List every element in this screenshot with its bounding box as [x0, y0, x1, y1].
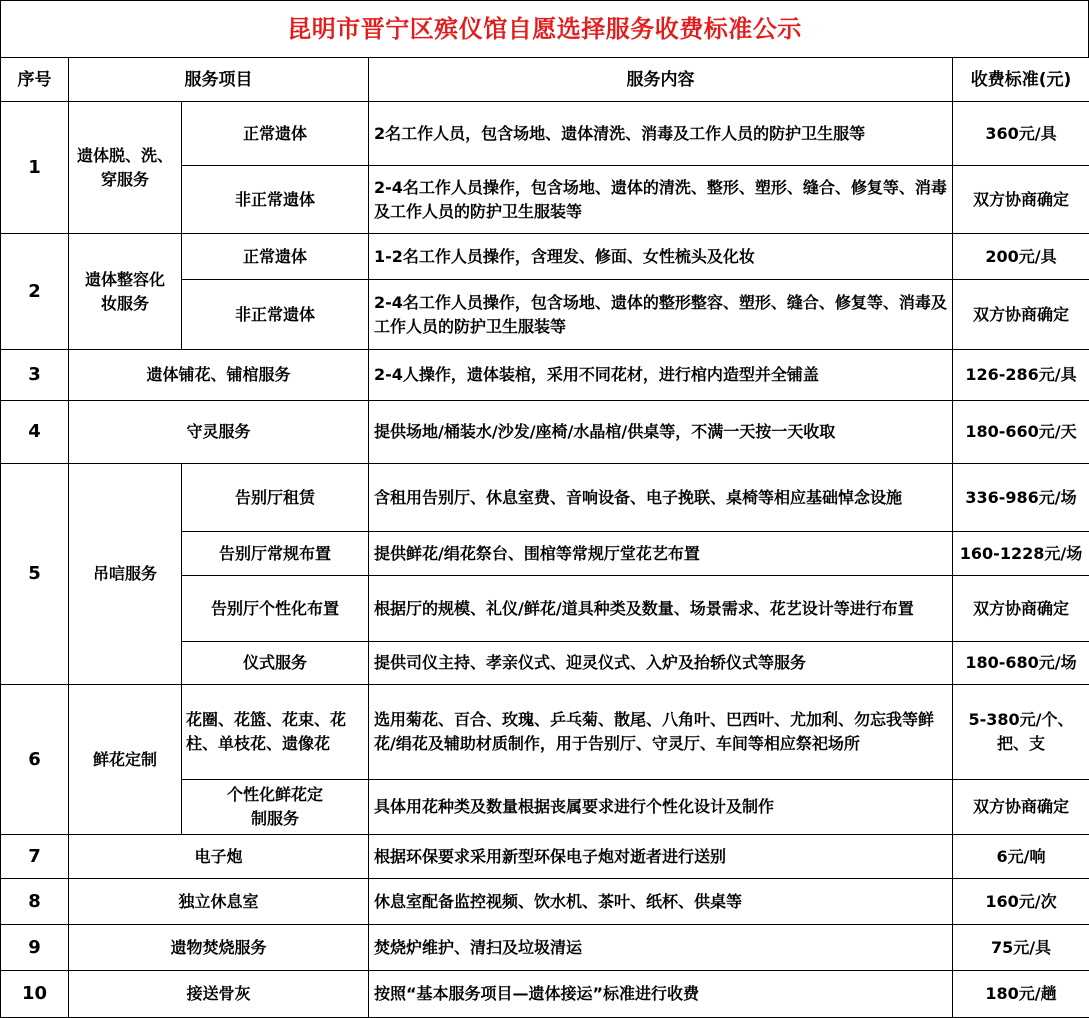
service-price: 双方协商确定	[953, 166, 1089, 234]
service-item: 守灵服务	[69, 401, 369, 464]
table-row	[1, 350, 1089, 401]
table-row	[1, 102, 1089, 166]
fee-table	[0, 57, 1089, 1018]
service-subitem: 非正常遗体	[182, 280, 369, 350]
table-row	[1, 464, 1089, 532]
service-content: 2-4人操作，遗体装棺，采用不同花材，进行棺内造型并全铺盖	[369, 350, 953, 401]
service-price: 180-680元/场	[953, 642, 1089, 685]
service-content: 提供司仪主持、孝亲仪式、迎灵仪式、入炉及抬轿仪式等服务	[369, 642, 953, 685]
row-number: 9	[1, 925, 69, 971]
service-content: 提供鲜花/绢花祭台、围棺等常规厅堂花艺布置	[369, 532, 953, 576]
service-price: 6元/响	[953, 835, 1089, 879]
row-number: 7	[1, 835, 69, 879]
table-row	[1, 925, 1089, 971]
service-item: 遗物焚烧服务	[69, 925, 369, 971]
row-number: 8	[1, 879, 69, 925]
row-number: 6	[1, 685, 69, 835]
service-subitem: 个性化鲜花定制服务	[182, 780, 369, 835]
service-content: 根据厅的规模、礼仪/鲜花/道具种类及数量、场景需求、花艺设计等进行布置	[369, 576, 953, 642]
service-subitem: 正常遗体	[182, 234, 369, 280]
service-content: 1-2名工作人员操作，含理发、修面、女性梳头及化妆	[369, 234, 953, 280]
row-number: 5	[1, 464, 69, 685]
service-category: 吊唁服务	[69, 464, 182, 685]
service-content: 2名工作人员，包含场地、遗体清洗、消毒及工作人员的防护卫生服等	[369, 102, 953, 166]
header-item: 服务项目	[69, 58, 369, 102]
service-price: 200元/具	[953, 234, 1089, 280]
service-price: 75元/具	[953, 925, 1089, 971]
header-price: 收费标准(元)	[953, 58, 1089, 102]
row-number: 10	[1, 971, 69, 1018]
table-row	[1, 401, 1089, 464]
service-content: 选用菊花、百合、玫瑰、乒乓菊、散尾、八角叶、巴西叶、尤加利、勿忘我等鲜花/绢花及辅助材质制作，用于告别厅、守灵厅、车间等相应祭祀场所	[369, 685, 953, 780]
service-content: 2-4名工作人员操作，包含场地、遗体的清洗、整形、塑形、缝合、修复等、消毒及工作人员的防护卫生服装等	[369, 166, 953, 234]
service-price: 160-1228元/场	[953, 532, 1089, 576]
header-content: 服务内容	[369, 58, 953, 102]
row-number: 4	[1, 401, 69, 464]
service-content: 具体用花种类及数量根据丧属要求进行个性化设计及制作	[369, 780, 953, 835]
service-price: 180-660元/天	[953, 401, 1089, 464]
table-row	[1, 234, 1089, 280]
table-row	[1, 835, 1089, 879]
service-price: 180元/趟	[953, 971, 1089, 1018]
service-content: 焚烧炉维护、清扫及垃圾清运	[369, 925, 953, 971]
service-price: 双方协商确定	[953, 576, 1089, 642]
table-row	[1, 971, 1089, 1018]
row-number: 1	[1, 102, 69, 234]
table-row	[1, 685, 1089, 780]
service-content: 含租用告别厅、休息室费、音响设备、电子挽联、桌椅等相应基础悼念设施	[369, 464, 953, 532]
table-row	[1, 879, 1089, 925]
header-row	[1, 58, 1089, 102]
service-subitem: 告别厅租赁	[182, 464, 369, 532]
service-subitem: 告别厅常规布置	[182, 532, 369, 576]
service-price: 336-986元/场	[953, 464, 1089, 532]
service-subitem: 非正常遗体	[182, 166, 369, 234]
service-subitem: 仪式服务	[182, 642, 369, 685]
service-item: 电子炮	[69, 835, 369, 879]
service-category: 遗体脱、洗、穿服务	[69, 102, 182, 234]
row-number: 2	[1, 234, 69, 350]
service-price: 双方协商确定	[953, 780, 1089, 835]
service-price: 360元/具	[953, 102, 1089, 166]
service-content: 休息室配备监控视频、饮水机、茶叶、纸杯、供桌等	[369, 879, 953, 925]
service-price: 5-380元/个、把、支	[953, 685, 1089, 780]
service-content: 按照“基本服务项目—遗体接运”标准进行收费	[369, 971, 953, 1018]
service-subitem: 告别厅个性化布置	[182, 576, 369, 642]
header-no: 序号	[1, 58, 69, 102]
service-subitem: 花圈、花篮、花束、花柱、单枝花、遗像花	[182, 685, 369, 780]
service-item: 遗体铺花、铺棺服务	[69, 350, 369, 401]
service-price: 双方协商确定	[953, 280, 1089, 350]
service-content: 2-4名工作人员操作，包含场地、遗体的整形整容、塑形、缝合、修复等、消毒及工作人员的防护卫生服装等	[369, 280, 953, 350]
row-number: 3	[1, 350, 69, 401]
service-subitem: 正常遗体	[182, 102, 369, 166]
service-category: 鲜花定制	[69, 685, 182, 835]
service-content: 根据环保要求采用新型环保电子炮对逝者进行送别	[369, 835, 953, 879]
service-item: 独立休息室	[69, 879, 369, 925]
service-price: 160元/次	[953, 879, 1089, 925]
page-title: 昆明市晋宁区殡仪馆自愿选择服务收费标准公示	[0, 0, 1089, 57]
service-content: 提供场地/桶装水/沙发/座椅/水晶棺/供桌等，不满一天按一天收取	[369, 401, 953, 464]
service-item: 接送骨灰	[69, 971, 369, 1018]
service-category: 遗体整容化妆服务	[69, 234, 182, 350]
service-price: 126-286元/具	[953, 350, 1089, 401]
